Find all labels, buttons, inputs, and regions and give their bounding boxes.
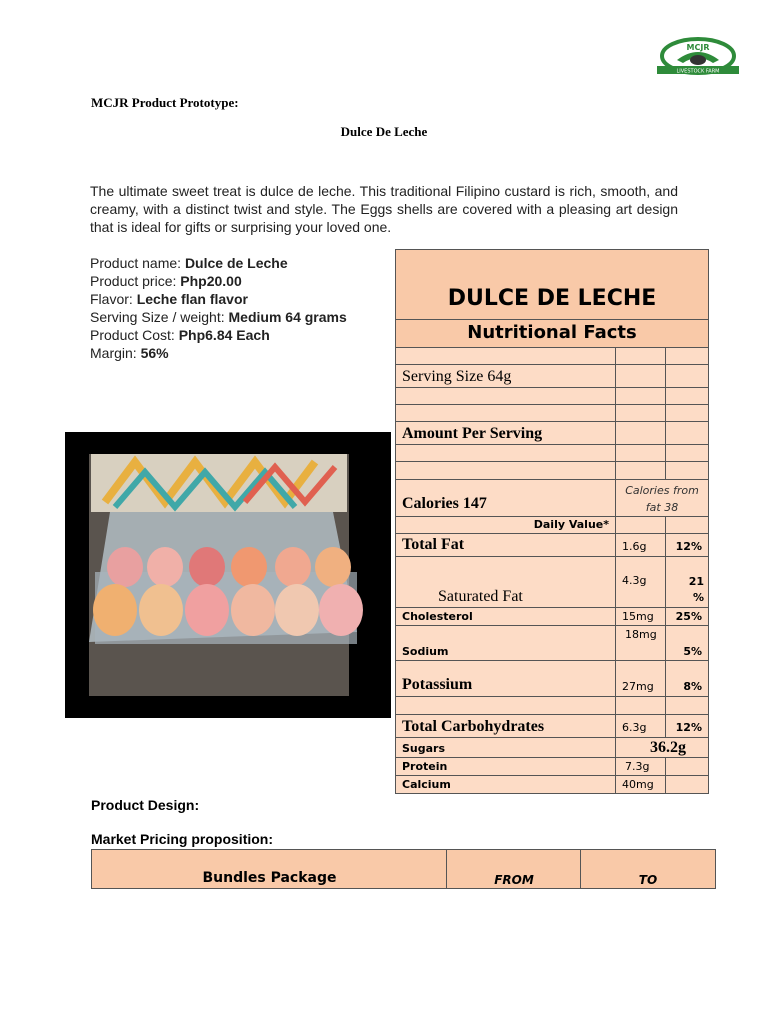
spec-margin: Margin: 56%: [90, 345, 169, 361]
nut-empty: [615, 421, 666, 445]
total-carbs-label: Total Carbohydrates: [402, 718, 545, 735]
sodium-amount: 18mg: [625, 628, 657, 641]
nut-empty: [615, 461, 666, 480]
nut-empty: [665, 516, 709, 534]
saturated-fat-row: [395, 556, 616, 608]
cholesterol-pct: 25%: [675, 610, 702, 623]
saturated-fat-label: Saturated Fat: [438, 588, 523, 605]
total-carbs-amount-cell: [615, 714, 666, 738]
nut-empty: [665, 421, 709, 445]
total-fat-amount: 1.6g: [622, 540, 647, 553]
total-fat-amount-cell: [615, 533, 666, 557]
sodium-row: [395, 625, 616, 661]
nut-empty: [395, 404, 616, 422]
sugars-amount: 36.2g: [650, 739, 686, 756]
spec-product-name: Product name: Dulce de Leche: [90, 255, 288, 271]
nut-empty: [615, 347, 666, 365]
bundles-package-cell: [92, 850, 447, 888]
document-title: Dulce De Leche: [340, 124, 428, 139]
intro-paragraph: The ultimate sweet treat is dulce de leche. This traditional Filipino custard is rich, smooth, and creamy, with a distinct twist and style. The Eggs shells are covered with a pleasing art design that is ideal for gifts or surprising your loved one.: [90, 183, 678, 235]
nut-empty: [665, 364, 709, 388]
potassium-pct: 8%: [683, 680, 702, 693]
nut-empty: [615, 364, 666, 388]
product-specs: [90, 254, 347, 362]
logo-text: MCJR: [686, 43, 710, 52]
calories-from-fat: Calories from fat 38: [625, 484, 699, 514]
nut-empty: [615, 444, 666, 462]
calories-cell: [395, 479, 616, 517]
potassium-pct-cell: [665, 660, 709, 697]
protein-amount-cell: [615, 757, 666, 776]
nut-empty: [665, 757, 709, 776]
nut-empty: [395, 444, 616, 462]
nut-empty: [665, 696, 709, 715]
saturated-fat-amount: 4.3g: [622, 574, 647, 587]
nutrition-title-cell: [395, 249, 709, 321]
protein-label: Protein: [402, 760, 448, 773]
nut-empty: [665, 461, 709, 480]
calcium-row: [395, 775, 616, 794]
calcium-amount-cell: [615, 775, 666, 794]
nut-empty: [395, 387, 616, 405]
nut-empty: [665, 387, 709, 405]
logo-subtext: LIVESTOCK FARM: [676, 68, 720, 75]
total-carbs-pct: 12%: [675, 721, 702, 734]
sodium-pct-cell: [665, 625, 709, 661]
nut-empty: [615, 516, 666, 534]
nut-empty: [665, 347, 709, 365]
bundles-from-cell: [447, 850, 581, 888]
nutrition-title: DULCE DE LECHE: [447, 286, 657, 311]
total-carbs-row: [395, 714, 616, 738]
sugars-row: [395, 737, 616, 758]
bundles-to-cell: [581, 850, 715, 888]
nut-empty: [395, 347, 616, 365]
saturated-fat-pct: 21 %: [688, 575, 704, 604]
calcium-label: Calcium: [402, 778, 451, 791]
potassium-amount-cell: [615, 660, 666, 697]
total-fat-pct-cell: [665, 533, 709, 557]
bundles-table-header: [91, 849, 716, 889]
total-fat-pct: 12%: [675, 540, 702, 553]
nut-empty: [615, 387, 666, 405]
sodium-pct: 5%: [683, 645, 702, 658]
nut-empty: [665, 404, 709, 422]
calories-from-fat-cell: [615, 479, 709, 517]
potassium-amount: 27mg: [622, 680, 654, 693]
calcium-amount: 40mg: [622, 778, 654, 791]
spec-product-price: Product price: Php20.00: [90, 273, 242, 289]
daily-value-cell: [395, 516, 616, 534]
nut-empty: [665, 444, 709, 462]
spec-flavor: Flavor: Leche flan flavor: [90, 291, 248, 307]
serving-size: Serving Size 64g: [402, 368, 512, 385]
cholesterol-amount: 15mg: [622, 610, 654, 623]
spec-product-cost: Product Cost: Php6.84 Each: [90, 327, 270, 343]
sodium-amount-cell: [615, 625, 666, 661]
nut-empty: [665, 775, 709, 794]
cholesterol-label: Cholesterol: [402, 610, 473, 623]
potassium-row: [395, 660, 616, 697]
product-design-label: Product Design:: [91, 797, 200, 813]
protein-amount: 7.3g: [625, 760, 650, 773]
amount-per-serving: Amount Per Serving: [402, 425, 543, 442]
sodium-label: Sodium: [402, 645, 449, 658]
total-fat-row: [395, 533, 616, 557]
nut-empty: [395, 461, 616, 480]
protein-row: [395, 757, 616, 776]
nutrition-facts-table: [395, 249, 709, 795]
bundles-from-label: FROM: [494, 873, 534, 887]
saturated-fat-amount-cell: [615, 556, 666, 608]
cholesterol-amount-cell: [615, 607, 666, 626]
nut-empty: [395, 696, 616, 715]
nut-empty: [615, 404, 666, 422]
sugars-label: Sugars: [402, 742, 446, 755]
nutrition-subtitle-cell: [395, 319, 709, 348]
mcjr-logo: [655, 36, 741, 80]
sugars-amount-cell: [615, 737, 709, 758]
bundles-package-label: Bundles Package: [202, 870, 337, 886]
product-photo: [65, 432, 391, 718]
saturated-fat-pct-cell: [665, 556, 709, 608]
total-carbs-amount: 6.3g: [622, 721, 647, 734]
spec-serving-size: Serving Size / weight: Medium 64 grams: [90, 309, 347, 325]
market-pricing-label: Market Pricing proposition:: [91, 831, 274, 847]
cholesterol-pct-cell: [665, 607, 709, 626]
serving-size-cell: [395, 364, 616, 388]
nut-empty: [615, 696, 666, 715]
potassium-label: Potassium: [402, 676, 473, 693]
cholesterol-row: [395, 607, 616, 626]
nutrition-subtitle: Nutritional Facts: [467, 322, 637, 343]
prototype-label: MCJR Product Prototype:: [91, 95, 239, 110]
calories: Calories 147: [402, 495, 487, 512]
total-carbs-pct-cell: [665, 714, 709, 738]
bundles-to-label: TO: [638, 873, 658, 887]
total-fat-label: Total Fat: [402, 536, 465, 553]
daily-value-label: Daily Value*: [533, 518, 609, 531]
amount-per-serving-cell: [395, 421, 616, 445]
